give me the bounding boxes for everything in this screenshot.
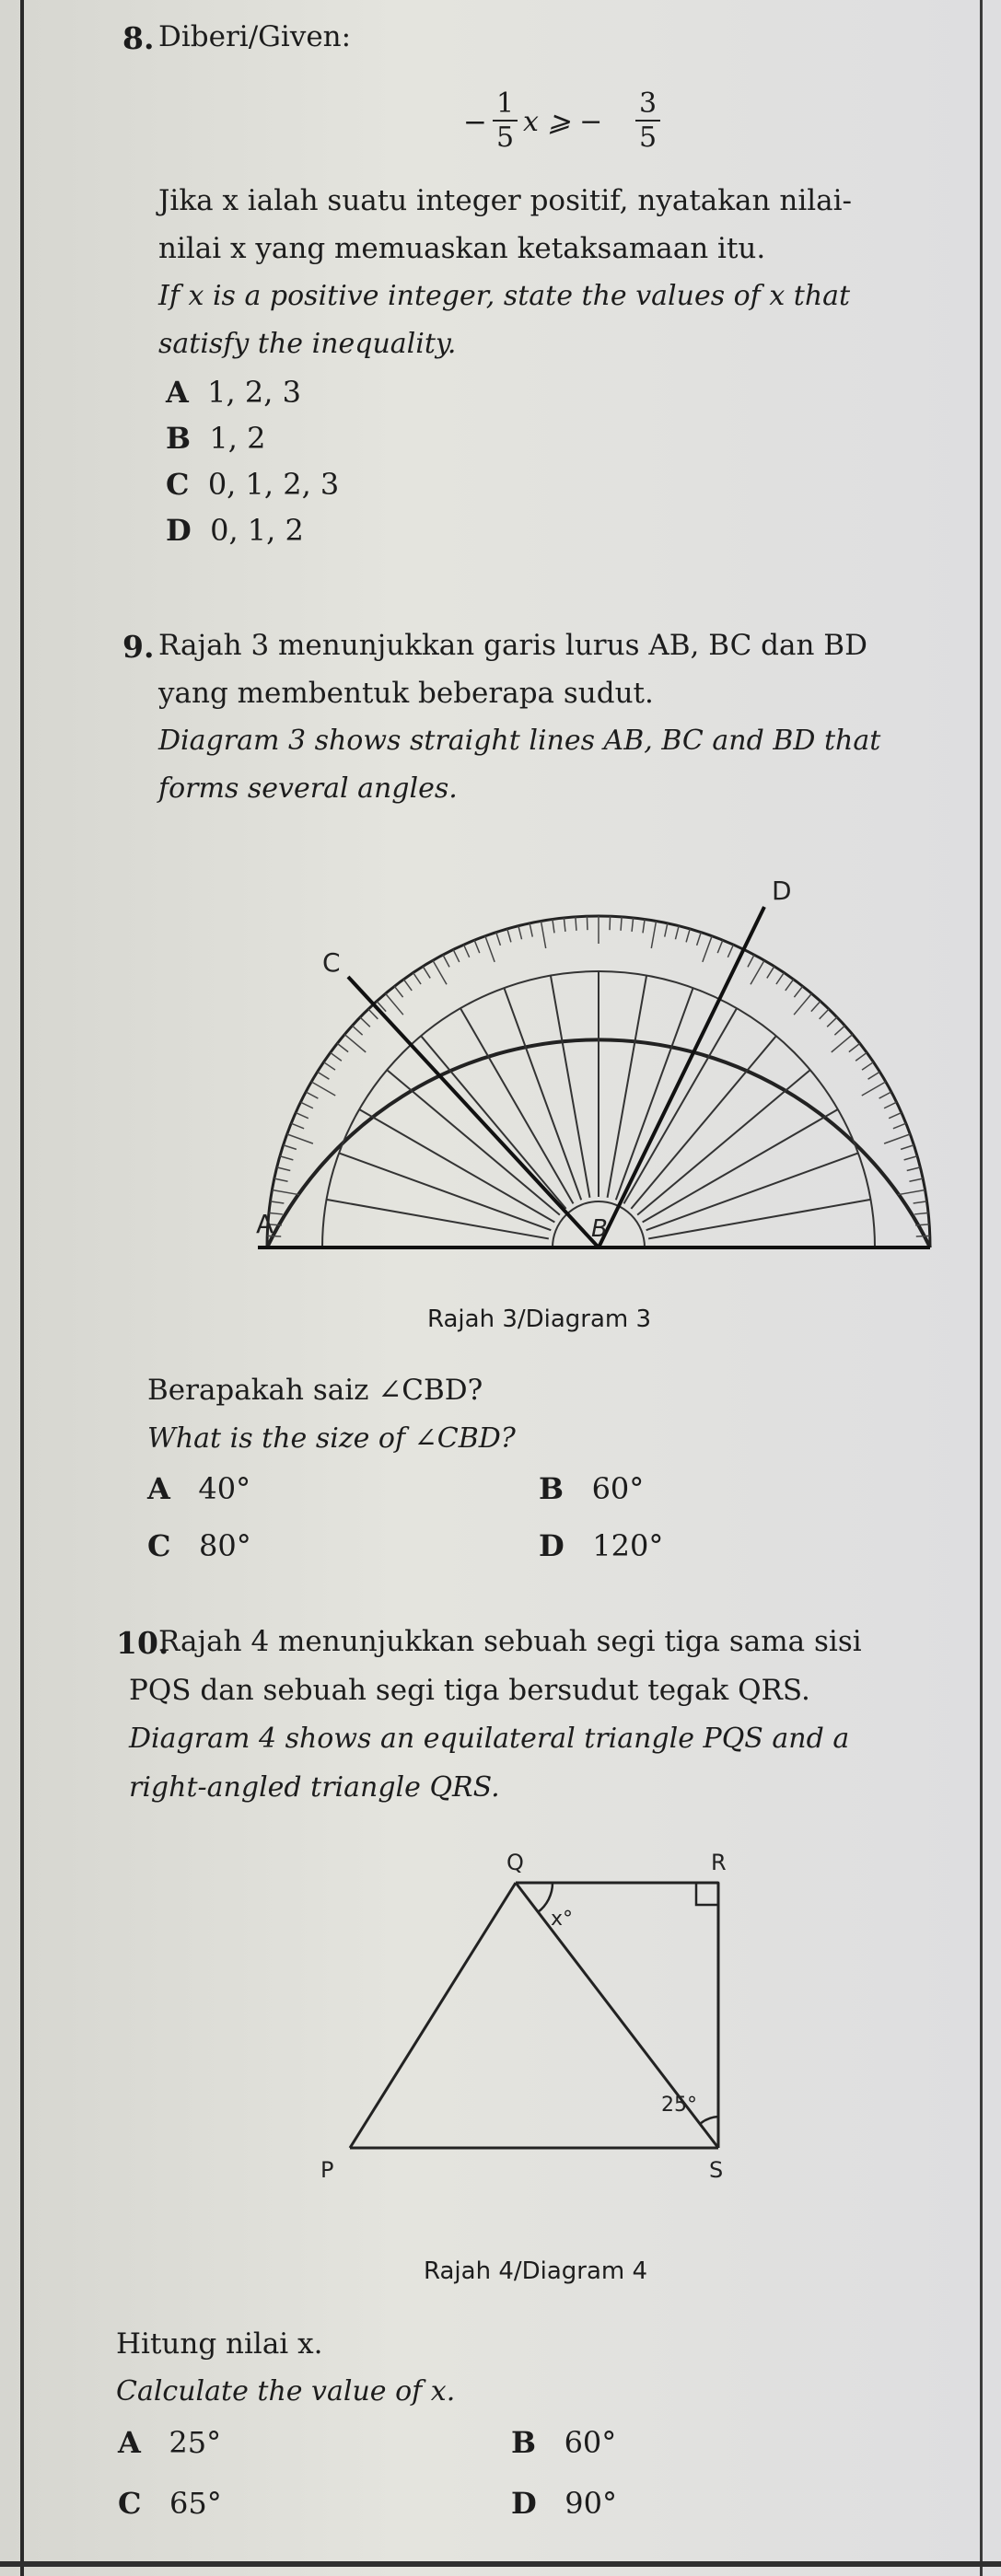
q8-number: 8. [122, 20, 155, 56]
q9-option-a[interactable]: A 40° [147, 1471, 251, 1506]
q8-text-en-2: satisfy the inequality. [158, 328, 457, 360]
protractor-diagram [256, 861, 967, 1294]
q10-option-b[interactable]: B 60° [511, 2425, 617, 2460]
q8-option-c[interactable]: C 0, 1, 2, 3 [166, 467, 340, 502]
protractor-spoke [387, 1070, 560, 1214]
protractor-tick [280, 1156, 293, 1160]
q10-question-ms: Hitung nilai x. [116, 2327, 323, 2361]
q9-question-ms: Berapakah saiz ∠CBD? [147, 1374, 483, 1407]
protractor-tick [271, 1201, 285, 1203]
protractor-spoke [616, 988, 693, 1200]
q10-option-d[interactable]: D 90° [511, 2486, 617, 2521]
fraction-three-fifths: $\frac{3}{5}$ [635, 87, 660, 154]
protractor-spoke [643, 1109, 838, 1223]
protractor-tick [610, 916, 611, 930]
protractor-tick [907, 1167, 921, 1171]
protractor-spoke [421, 1036, 565, 1209]
protractor-spoke [648, 1200, 870, 1239]
label-b: B [591, 1215, 608, 1243]
protractor-tick [507, 929, 511, 942]
q9-diagram-caption: Rajah 3/Diagram 3 [427, 1305, 652, 1333]
q10-text-ms-1: Rajah 4 menunjukkan sebuah segi tiga sama sisi [158, 1625, 862, 1658]
q8-text-en-1: If x is a positive integer, state the values of x that [158, 280, 851, 312]
protractor-tick [496, 933, 501, 946]
protractor-tick [862, 1082, 886, 1096]
protractor-tick [587, 916, 588, 930]
label-x: x° [551, 1908, 574, 1931]
fraction-one-fifth: $\frac{1}{5}$ [493, 87, 518, 154]
q9-number: 9. [122, 629, 155, 665]
q8-option-d[interactable]: D 0, 1, 2 [166, 513, 304, 548]
q9-text-en-1: Diagram 3 shows straight lines AB, BC and BD that [158, 725, 881, 757]
q10-text-en-1: Diagram 4 shows an equilateral triangle PQS and a [129, 1723, 850, 1755]
protractor-tick [675, 926, 679, 940]
protractor-tick [344, 1035, 366, 1052]
protractor-tick [776, 973, 784, 984]
protractor-tick [331, 1052, 342, 1061]
protractor-tick [651, 921, 656, 948]
label-r: R [711, 1850, 727, 1875]
right-angle-marker [696, 1883, 718, 1905]
protractor-spoke [504, 988, 581, 1200]
protractor-spoke [646, 1153, 858, 1230]
protractor-tick [632, 918, 634, 932]
label-a: A [256, 1209, 274, 1239]
q10-diagram-caption: Rajah 4/Diagram 4 [424, 2257, 648, 2285]
protractor-spoke [327, 1200, 549, 1239]
protractor-spoke [339, 1153, 551, 1230]
protractor-tick [621, 917, 622, 931]
protractor-tick [811, 1001, 821, 1011]
protractor-tick [820, 1009, 829, 1019]
protractor-tick [352, 1026, 362, 1035]
q8-option-a[interactable]: A 1, 2, 3 [166, 375, 301, 410]
protractor-tick [337, 1043, 348, 1051]
protractor-tick [541, 921, 545, 948]
protractor-tick [564, 918, 565, 932]
q10-text-ms-2: PQS dan sebuah segi tiga bersudut tegak QRS. [129, 1674, 810, 1707]
protractor-tick [751, 960, 764, 984]
protractor-tick [287, 1134, 313, 1143]
label-d: D [772, 876, 792, 906]
q9-option-b[interactable]: B 60° [539, 1471, 645, 1506]
protractor-spokes [327, 971, 871, 1238]
protractor-tick [884, 1134, 910, 1143]
protractor-tick [553, 920, 554, 934]
q9-text-en-2: forms several angles. [158, 772, 458, 805]
protractor-tick [898, 1189, 925, 1194]
protractor-spoke [624, 1008, 738, 1203]
protractor-tick [474, 940, 480, 953]
label-q: Q [506, 1850, 524, 1875]
q10-option-c[interactable]: C 65° [118, 2486, 222, 2521]
protractor-tick [311, 1082, 335, 1096]
protractor-tick [394, 986, 402, 997]
protractor-tick [909, 1178, 923, 1181]
left-margin-line [20, 0, 24, 2576]
protractor-spoke [460, 1008, 574, 1203]
angle-25-arc [700, 2117, 718, 2124]
protractor-tick [318, 1072, 330, 1079]
protractor-tick [879, 1092, 891, 1098]
protractor-tick [413, 973, 421, 984]
protractor-spoke [551, 976, 590, 1198]
protractor-tick [272, 1189, 299, 1194]
protractor-tick [868, 1072, 880, 1079]
protractor-tick [324, 1062, 335, 1070]
protractor-tick [849, 1043, 860, 1051]
protractor-tick [403, 980, 412, 991]
protractor-tick [915, 1224, 929, 1225]
q10-question-en: Calculate the value of x. [116, 2375, 456, 2408]
protractor-tick [862, 1062, 873, 1070]
protractor-tick [386, 993, 403, 1015]
protractor-tick [464, 945, 470, 957]
protractor-tick [889, 1113, 902, 1119]
protractor-tick [453, 949, 460, 961]
protractor-tick [914, 1213, 928, 1214]
protractor-tick [423, 967, 430, 979]
protractor-tick [901, 1145, 914, 1150]
q9-text-ms-2: yang membentuk beberapa sudut. [158, 677, 654, 710]
protractor-tick [904, 1156, 917, 1160]
q8-text-ms-1: Jika x ialah suatu integer positif, nyatakan nilai- [158, 184, 853, 217]
protractor-tick [686, 929, 690, 942]
protractor-tick [748, 955, 754, 967]
protractor-tick [360, 1017, 370, 1027]
protractor-tick [443, 955, 449, 967]
protractor-tick [827, 1017, 837, 1027]
protractor-tick [794, 993, 811, 1015]
protractor-tick [368, 1009, 378, 1019]
bottom-edge-line [0, 2561, 1001, 2567]
protractor-tick [530, 923, 532, 937]
line-bc [348, 977, 599, 1247]
protractor-tick [291, 1123, 304, 1129]
protractor-tick [703, 936, 712, 962]
label-c: C [322, 947, 341, 978]
protractor-tick [832, 1035, 853, 1052]
label-25: 25° [661, 2094, 697, 2117]
q8-option-b[interactable]: B 1, 2 [166, 421, 266, 456]
q10-text-en-2: right-angled triangle QRS. [129, 1771, 500, 1804]
protractor-tick [306, 1092, 318, 1098]
label-s: S [709, 2157, 724, 2183]
right-margin-line [980, 0, 983, 2576]
q9-option-d[interactable]: D 120° [539, 1528, 664, 1563]
protractor-tick [834, 1026, 844, 1035]
protractor-tick [274, 1178, 288, 1181]
protractor-tick [697, 933, 702, 946]
protractor-tick [277, 1167, 291, 1171]
protractor-tick [518, 926, 522, 940]
inequality-middle: x ⩾ − [523, 106, 603, 138]
protractor-tick [856, 1052, 867, 1061]
protractor-tick [485, 936, 495, 962]
protractor-tick [643, 920, 645, 934]
protractor-tick [717, 940, 723, 953]
q10-number: 10. [116, 1625, 169, 1661]
q9-text-ms-1: Rajah 3 menunjukkan garis lurus AB, BC dan BD [158, 629, 867, 662]
protractor-tick [433, 960, 447, 984]
protractor-tick [884, 1102, 896, 1108]
label-p: P [320, 2157, 334, 2183]
protractor-tick [665, 923, 668, 937]
protractor-tick [914, 1201, 927, 1203]
q8-text-ms-2: nilai x yang memuaskan ketaksamaan itu. [158, 232, 766, 265]
protractor-tick [767, 967, 774, 979]
protractor-tick [786, 980, 794, 991]
q8-header: Diberi/Given: [158, 20, 352, 53]
q9-option-c[interactable]: C 80° [147, 1528, 251, 1563]
side-qp [350, 1883, 516, 2148]
q10-option-a[interactable]: A 25° [118, 2425, 222, 2460]
protractor-spoke [637, 1070, 810, 1214]
protractor-tick [300, 1102, 312, 1108]
q9-question-en: What is the size of ∠CBD? [147, 1422, 516, 1455]
protractor-tick [296, 1113, 308, 1119]
protractor-tick [893, 1123, 906, 1129]
protractor-tick [727, 945, 733, 957]
protractor-tick [284, 1145, 297, 1150]
triangle-diagram [304, 1837, 783, 2233]
protractor-spoke [631, 1036, 775, 1209]
protractor-tick [794, 986, 802, 997]
